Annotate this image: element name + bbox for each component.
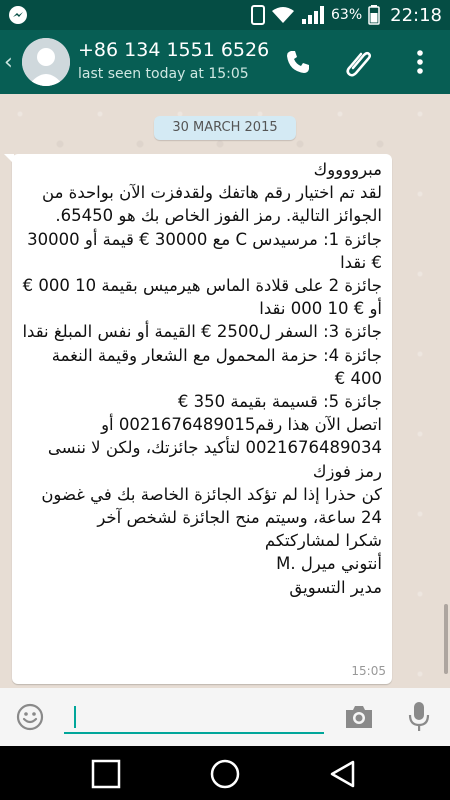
chat-header [0, 30, 450, 94]
attach-icon[interactable] [343, 46, 375, 78]
avatar[interactable] [22, 38, 70, 86]
default-avatar-icon [22, 38, 70, 86]
home-icon[interactable] [209, 758, 241, 790]
message-time: 15:05 [351, 664, 386, 678]
clock: 22:18 [390, 4, 442, 26]
status-icons [251, 0, 442, 30]
recents-icon[interactable] [90, 758, 122, 790]
call-icon[interactable] [282, 46, 314, 78]
status-bar [0, 0, 450, 30]
messenger-icon [8, 5, 28, 25]
message-text: مبرووووك لقد تم اختيار رقم هاتفك ولقدفزت الآن بواحدة من الجوائز التالية. رمز الفوز الخاص بك هو 65450. جائزة 1: مرسيدس C مع 30000 € قيمة أو 30000 € نقدا جائزة 2 على قلادة الماس هيرميس بقيمة 10 000 € أو € 10 000 نقدا جائزة 3: السفر ل2500 € القيمة أو نفس المبلغ نقدا جائزة 4: حزمة المحمول مع الشعار وقيمة النغمة 400 € جائزة 5: قسيمة بقيمة 350 € اتصل الآن هذا رقم0021676489015 أو 0021676489034 لتأكيد جائزتك، ولكن لا ننسى رمز فوزك كن حذرا إذا لم تؤكد الجائزة الخاصة بك في غضون 24 ساعة، وسيتم منح الجائزة لشخص آخر شكرا لمشاركتكم أنتوني ميرل .M مدير التسويق [22, 160, 382, 597]
battery-percent: 63% [331, 7, 363, 23]
last-seen: last seen today at 15:05 [78, 66, 249, 82]
bubble-tail [4, 154, 14, 164]
camera-icon[interactable] [343, 702, 375, 732]
date-chip: 30 MARCH 2015 [154, 116, 296, 140]
input-bar [0, 688, 450, 746]
nav-bar [0, 746, 450, 800]
wifi-icon [271, 6, 295, 24]
back-arrow-icon[interactable]: ‹ [4, 50, 13, 75]
menu-icon[interactable] [404, 46, 436, 78]
signal-icon [301, 5, 325, 25]
phone-outline-icon [251, 5, 265, 25]
chat-area[interactable] [0, 94, 450, 688]
scrollbar[interactable] [444, 604, 448, 674]
emoji-icon[interactable] [15, 702, 45, 732]
back-icon[interactable] [327, 758, 359, 790]
contact-name[interactable]: +86 134 1551 6526 [78, 39, 270, 61]
battery-icon [368, 5, 380, 25]
message-input[interactable] [64, 700, 324, 734]
message-bubble[interactable] [12, 154, 392, 684]
text-caret [74, 706, 76, 728]
mic-icon[interactable] [405, 700, 433, 734]
